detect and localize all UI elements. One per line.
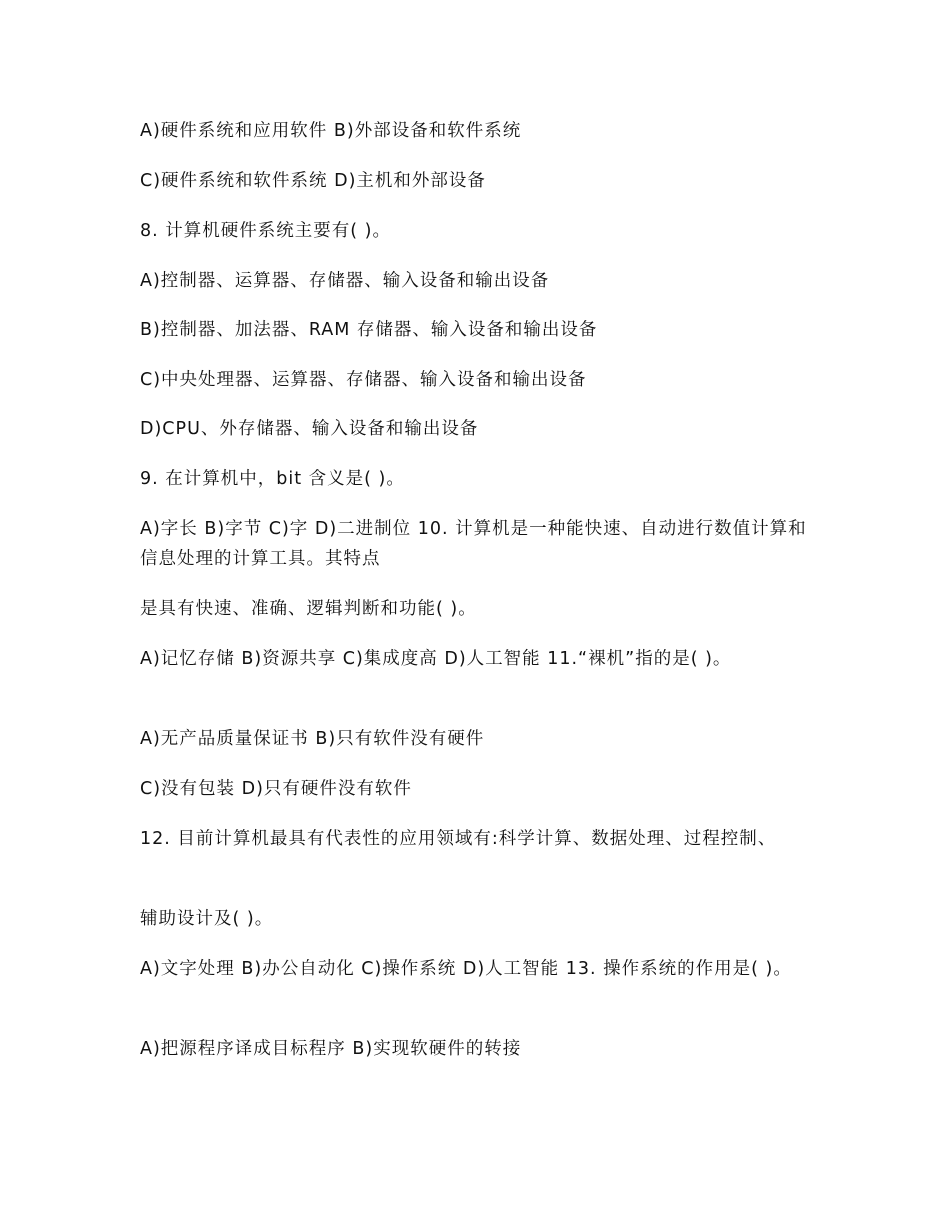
text-line-option-8d: D)CPU、外存储器、输入设备和输出设备 — [140, 419, 479, 439]
text-line-options-11ab: A)无产品质量保证书 B)只有软件没有硬件 — [140, 729, 485, 749]
question-9: 9. 在计算机中，bit 含义是( )。 — [140, 469, 405, 489]
text-line-option-8b: B)控制器、加法器、RAM 存储器、输入设备和输出设备 — [140, 320, 598, 340]
text-line-options-13ab: A)把源程序译成目标程序 B)实现软硬件的转接 — [140, 1039, 522, 1059]
text-line-options-7ab: A)硬件系统和应用软件 B)外部设备和软件系统 — [140, 121, 522, 141]
text-line-question-10-cont: 是具有快速、准确、逻辑判断和功能( )。 — [140, 599, 477, 619]
question-8: 8. 计算机硬件系统主要有( )。 — [140, 221, 391, 241]
text-line-options-10-question-11: A)记忆存储 B)资源共享 C)集成度高 D)人工智能 11.“裸机”指的是( )。 — [140, 649, 732, 669]
text-line-option-8c: C)中央处理器、运算器、存储器、输入设备和输出设备 — [140, 370, 587, 390]
text-line-options-9-question-10: A)字长 B)字节 C)字 D)二进制位 10. 计算机是一种能快速、自动进行数值计算和信息处理的计算工具。其特点 — [140, 519, 807, 569]
text-line-question-12-cont: 辅助设计及( )。 — [140, 909, 274, 929]
text-line-option-8a: A)控制器、运算器、存储器、输入设备和输出设备 — [140, 271, 550, 291]
text-line-options-11cd: C)没有包装 D)只有硬件没有软件 — [140, 779, 412, 799]
question-12: 12. 目前计算机最具有代表性的应用领域有:科学计算、数据处理、过程控制、 — [140, 829, 777, 849]
text-line-options-7cd: C)硬件系统和软件系统 D)主机和外部设备 — [140, 171, 486, 191]
text-line-options-12-question-13: A)文字处理 B)办公自动化 C)操作系统 D)人工智能 13. 操作系统的作用是( )。 — [140, 959, 792, 979]
